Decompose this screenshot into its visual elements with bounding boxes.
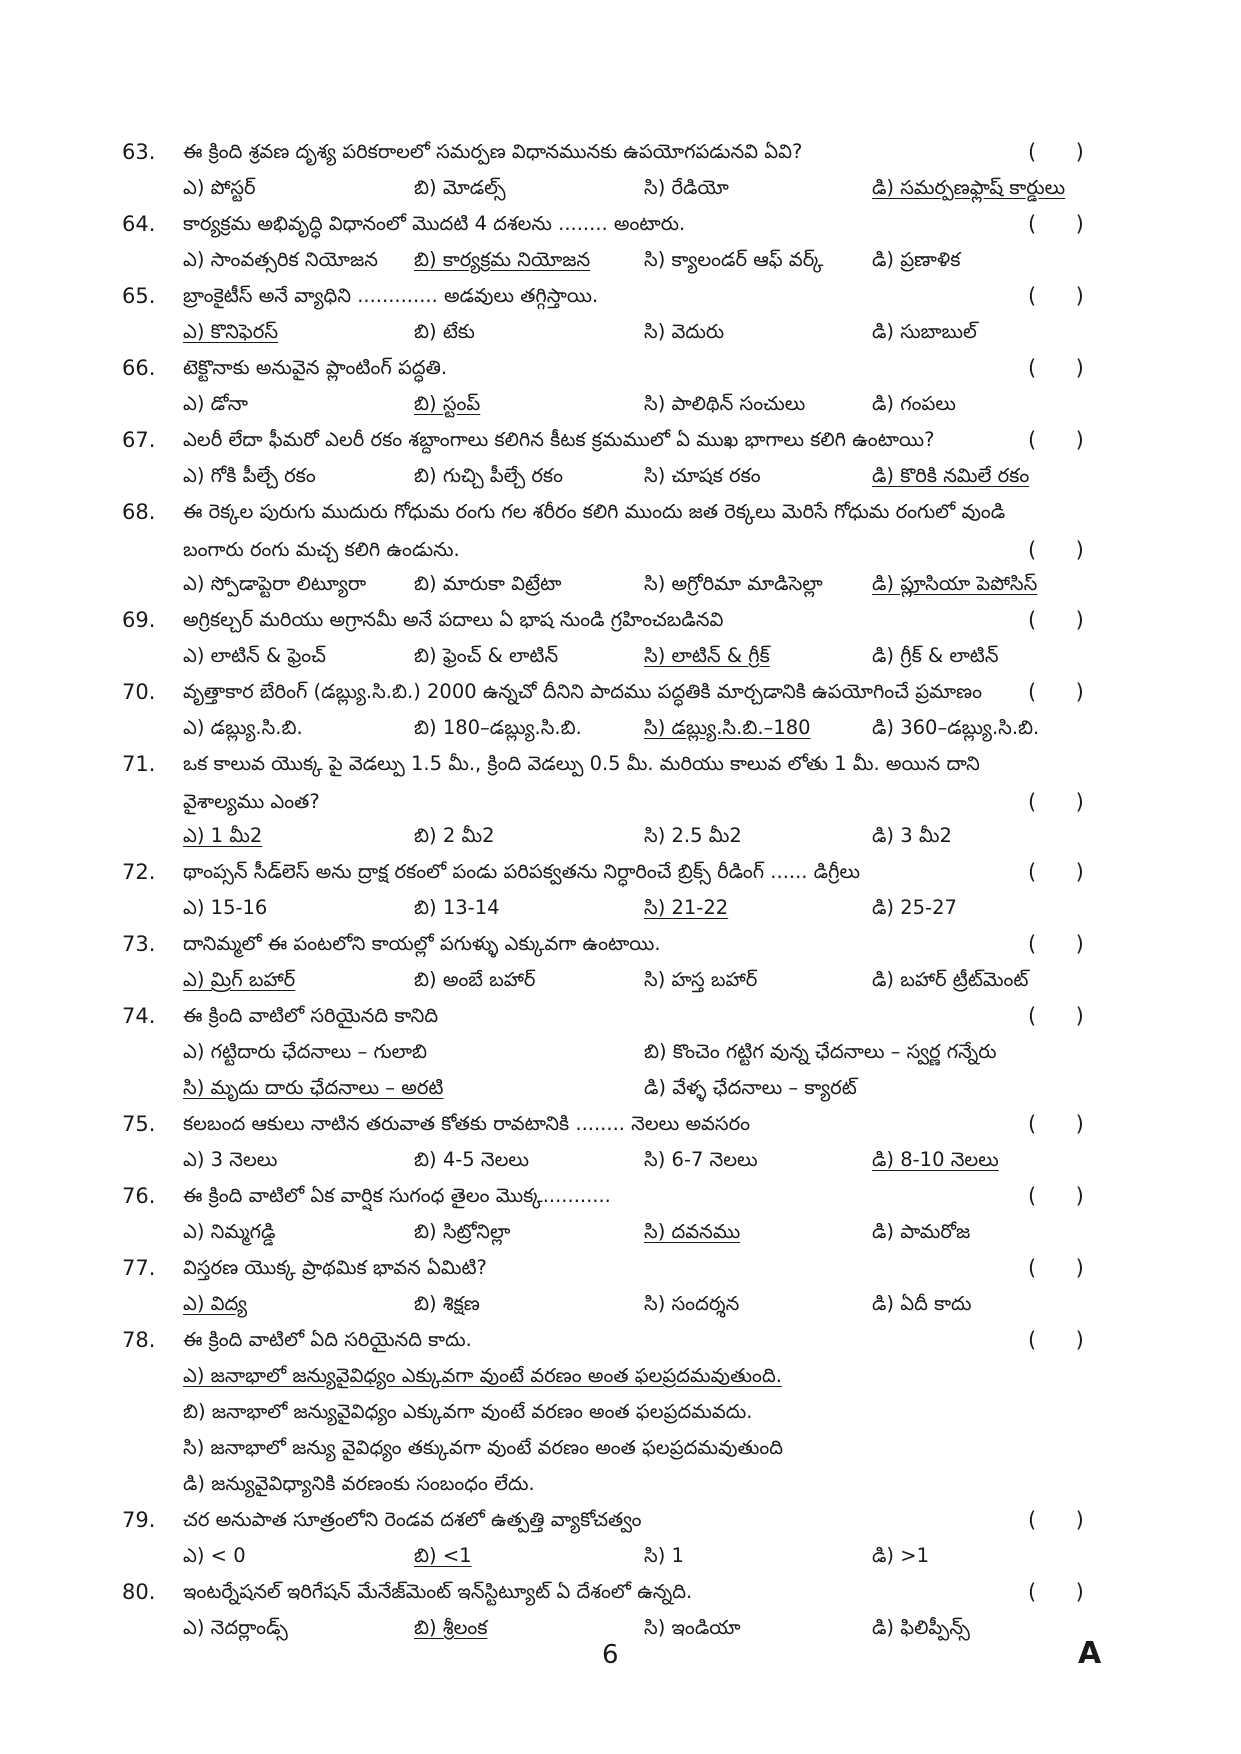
answer-bracket[interactable]: ( ): [1028, 680, 1085, 704]
question-number: 71.: [122, 752, 156, 776]
answer-option[interactable]: డి) ఏదీ కాదు: [872, 1292, 972, 1315]
answer-option[interactable]: డి) బహార్ ట్రీట్‌మెంట్: [872, 968, 1029, 991]
question-number: 65.: [122, 284, 156, 308]
answer-option-correct[interactable]: సి) మృదు దారు ఛేదనాలు – అరటి: [183, 1076, 444, 1099]
question-text-continued: వైశాల్యము ఎంత?: [183, 790, 320, 813]
answer-option[interactable]: ఎ) డోనా: [183, 392, 249, 415]
question-text: ఇంటర్నేషనల్ ఇరిగేషన్ మేనేజ్‌మెంట్ ఇన్‌స్టిట్యూట్ ఏ దేశంలో ఉన్నది.: [183, 1580, 693, 1603]
question-text: థాంప్సన్ సీడ్‌లెస్ అను ద్రాక్ష రకంలో పండు పరిపక్వతను నిర్ధారించే బ్రిక్స్ రీడింగ్ ...... డిగ్రీలు: [183, 860, 861, 883]
answer-option[interactable]: డి) 25-27: [872, 896, 957, 919]
question-number: 77.: [122, 1256, 156, 1280]
question-line: [0, 854, 1241, 890]
answer-option[interactable]: సి) జనాభాలో జన్యు వైవిధ్యం తక్కువగా వుంటే వరణం అంత ఫలప్రదమవుతుంది: [183, 1436, 784, 1459]
answer-bracket[interactable]: ( ): [1028, 428, 1085, 452]
question-text: దానిమ్మలో ఈ పంటలోని కాయల్లో పగుళ్ళు ఎక్కువగా ఉంటాయి.: [183, 932, 661, 955]
booklet-series: A: [1078, 1636, 1102, 1671]
question-number: 64.: [122, 212, 156, 236]
question-number: 79.: [122, 1508, 156, 1532]
answer-option-correct[interactable]: బి) స్టంప్: [414, 392, 481, 415]
question-text: ఈ క్రింది వాటిలో ఏక వార్షిక సుగంధ తైలం మొక్క...........: [183, 1184, 611, 1207]
answer-option[interactable]: సి) 2.5 మీ2: [644, 824, 742, 847]
answer-option-correct[interactable]: సి) 21-22: [644, 896, 729, 919]
question-number: 75.: [122, 1112, 156, 1136]
question-line: [0, 350, 1241, 386]
answer-option[interactable]: సి) అగ్రోరిమా మాడిసెల్లా: [644, 572, 823, 595]
question-line: [0, 1574, 1241, 1610]
answer-bracket[interactable]: ( ): [1028, 1112, 1085, 1136]
question-number: 73.: [122, 932, 156, 956]
question-number: 69.: [122, 608, 156, 632]
answer-bracket[interactable]: ( ): [1028, 790, 1085, 814]
question-text: విస్తరణ యొక్క ప్రాథమిక భావన ఏమిటి?: [183, 1256, 487, 1279]
answer-option[interactable]: సి) క్యాలండర్ ఆఫ్ వర్క్: [644, 248, 824, 271]
question-text: ఈ క్రింది వాటిలో సరియైనది కానిది: [183, 1004, 439, 1027]
question-number: 63.: [122, 140, 156, 164]
answer-option[interactable]: డి) 360–డబ్ల్యు.సి.బి.: [872, 716, 1040, 739]
answer-option[interactable]: డి) గ్రీక్ & లాటిన్: [872, 644, 999, 667]
question-text: టెక్టొనాకు అనువైన ప్లాంటింగ్ పద్ధతి.: [183, 356, 448, 379]
answer-option[interactable]: సి) 1: [644, 1544, 684, 1567]
answer-option-correct[interactable]: ఎ) మ్రిగ్ బహార్: [183, 968, 296, 991]
answer-option[interactable]: బి) కొంచెం గట్టిగ వున్న ఛేదనాలు – స్వర్ణ గన్నేరు: [644, 1040, 997, 1063]
answer-option[interactable]: డి) >1: [872, 1544, 929, 1567]
answer-option[interactable]: ఎ) గోకి పీల్చే రకం: [183, 464, 316, 487]
question-text: కలబంద ఆకులు నాటిన తరువాత కోతకు రావటానికి ........ నెలలు అవసరం: [183, 1112, 751, 1135]
answer-option[interactable]: బి) గుచ్చి పీల్చే రకం: [414, 464, 563, 487]
answer-option[interactable]: సి) రేడియో: [644, 176, 729, 199]
answer-option[interactable]: ఎ) లాటిన్ & ఫ్రెంచ్: [183, 644, 327, 667]
answer-option[interactable]: డి) వేళ్ళ ఛేదనాలు – క్యారట్: [644, 1076, 857, 1099]
question-line-continued: [0, 532, 1241, 568]
answer-option[interactable]: బి) 4-5 నెలలు: [414, 1148, 529, 1171]
question-number: 66.: [122, 356, 156, 380]
question-text: బ్రాంకైటీస్ అనే వ్యాధిని ............. అడవులు తగ్గిస్తాయి.: [183, 284, 599, 307]
answer-option-correct[interactable]: డి) ప్లూసియా పెపోసిస్: [872, 572, 1038, 595]
answer-bracket[interactable]: ( ): [1028, 1256, 1085, 1280]
question-line: [0, 1106, 1241, 1142]
answer-bracket[interactable]: ( ): [1028, 212, 1085, 236]
question-line: [0, 494, 1241, 530]
question-line: [0, 1178, 1241, 1214]
answer-bracket[interactable]: ( ): [1028, 1508, 1085, 1532]
answer-option-correct[interactable]: డి) సమర్పణఫ్లాష్ కార్డులు: [872, 176, 1066, 199]
answer-option[interactable]: ఎ) 15-16: [183, 896, 268, 919]
answer-option[interactable]: డి) 3 మీ2: [872, 824, 952, 847]
question-text: కార్యక్రమ అభివృద్ధి విధానంలో మొదటి 4 దశలను ........ అంటారు.: [183, 212, 686, 235]
answer-option-correct[interactable]: ఎ) కొనిఫెరస్: [183, 320, 279, 343]
answer-option[interactable]: సి) 6-7 నెలలు: [644, 1148, 758, 1171]
answer-option[interactable]: బి) 180–డబ్ల్యు.సి.బి.: [414, 716, 582, 739]
question-line: [0, 422, 1241, 458]
answer-option[interactable]: డి) పామరోజ: [872, 1220, 971, 1243]
answer-option[interactable]: ఎ) డబ్ల్యు.సి.బి.: [183, 716, 303, 739]
answer-option-correct[interactable]: బి) <1: [414, 1544, 472, 1567]
question-text: ఎలరీ లేదా ఫీమరో ఎలరీ రకం శబ్దాంగాలు కలిగిన కీటక క్రమములో ఏ ముఖ భాగాలు కలిగి ఉంటాయి?: [183, 428, 935, 451]
answer-option-correct[interactable]: ఎ) జనాభాలో జన్యువైవిధ్యం ఎక్కువగా వుంటే వరణం అంత ఫలప్రదమవుతుంది.: [183, 1364, 782, 1387]
answer-option[interactable]: బి) సిట్రోనిల్లా: [414, 1220, 511, 1243]
answer-option-correct[interactable]: సి) దవనము: [644, 1220, 741, 1243]
answer-option[interactable]: డి) సుబాబుల్: [872, 320, 977, 343]
answer-option[interactable]: సి) హస్త బహార్: [644, 968, 758, 991]
answer-option[interactable]: బి) 13-14: [414, 896, 500, 919]
answer-option[interactable]: బి) టేకు: [414, 320, 475, 343]
answer-option-correct[interactable]: బి) కార్యక్రమ నియోజన: [414, 248, 591, 271]
answer-bracket[interactable]: ( ): [1028, 538, 1085, 562]
answer-option[interactable]: ఎ) స్పోడాప్టెరా లిట్యూరా: [183, 572, 367, 595]
answer-option[interactable]: బి) అంబే బహార్: [414, 968, 536, 991]
question-number: 74.: [122, 1004, 156, 1028]
answer-bracket[interactable]: ( ): [1028, 608, 1085, 632]
answer-option[interactable]: ఎ) 3 నెలలు: [183, 1148, 278, 1171]
answer-bracket[interactable]: ( ): [1028, 1184, 1085, 1208]
answer-bracket[interactable]: ( ): [1028, 140, 1085, 164]
answer-option[interactable]: బి) ఫ్రెంచ్ & లాటిన్: [414, 644, 559, 667]
question-number: 76.: [122, 1184, 156, 1208]
question-number: 80.: [122, 1580, 156, 1604]
question-line: [0, 926, 1241, 962]
answer-option[interactable]: సి) ఇండియా: [644, 1616, 741, 1639]
page-number: 6: [602, 1640, 619, 1670]
answer-option[interactable]: డి) ప్రణాళిక: [872, 248, 961, 271]
question-line: [0, 278, 1241, 314]
answer-option[interactable]: ఎ) < 0: [183, 1544, 246, 1567]
answer-option-correct[interactable]: డి) కొరికి నమిలే రకం: [872, 464, 1030, 487]
answer-bracket[interactable]: ( ): [1028, 932, 1085, 956]
answer-bracket[interactable]: ( ): [1028, 356, 1085, 380]
answer-option-correct[interactable]: డి) 8-10 నెలలు: [872, 1148, 999, 1171]
answer-bracket[interactable]: ( ): [1028, 1328, 1085, 1352]
question-line: [0, 674, 1241, 710]
question-text: చర అనుపాత సూత్రంలోని రెండవ దశలో ఉత్పత్తి వ్యాకోచత్వం: [183, 1508, 642, 1531]
answer-option-correct[interactable]: సి) డబ్ల్యు.సి.బి.–180: [644, 716, 811, 739]
question-number: 68.: [122, 500, 156, 524]
question-number: 78.: [122, 1328, 156, 1352]
answer-option[interactable]: బి) మోడల్స్: [414, 176, 506, 199]
answer-option-correct[interactable]: బి) శ్రీలంక: [414, 1616, 488, 1639]
question-number: 72.: [122, 860, 156, 884]
question-line: [0, 1250, 1241, 1286]
question-line: [0, 1502, 1241, 1538]
question-line: [0, 206, 1241, 242]
question-line-continued: [0, 784, 1241, 820]
answer-option[interactable]: ఎ) నిమ్మగడ్డి: [183, 1220, 276, 1243]
question-text: ఈ రెక్కల పురుగు ముదురు గోధుమ రంగు గల శరీరం కలిగి ముందు జత రెక్కలు మెరిసే గోధుమ రంగులో వుండి: [183, 500, 1006, 523]
answer-option[interactable]: సి) చూషక రకం: [644, 464, 761, 487]
answer-option[interactable]: డి) జన్యువైవిధ్యానికి వరణంకు సంబంధం లేదు.: [183, 1472, 535, 1495]
answer-option[interactable]: ఎ) నెదర్లాండ్స్: [183, 1616, 288, 1639]
question-line: [0, 746, 1241, 782]
answer-option[interactable]: బి) 2 మీ2: [414, 824, 495, 847]
answer-option[interactable]: డి) ఫిలిప్పీన్స్: [872, 1616, 970, 1639]
answer-option-correct[interactable]: ఎ) 1 మీ2: [183, 824, 263, 847]
question-line: [0, 134, 1241, 170]
question-number: 67.: [122, 428, 156, 452]
answer-option[interactable]: సి) పాలిథిన్ సంచులు: [644, 392, 806, 415]
answer-option-correct[interactable]: సి) లాటిన్ & గ్రీక్: [644, 644, 770, 667]
answer-bracket[interactable]: ( ): [1028, 284, 1085, 308]
question-text: ఈ క్రింది శ్రవణ దృశ్య పరికరాలలో సమర్పణ విధానమునకు ఉపయోగపడునవి ఏవి?: [183, 140, 803, 163]
answer-option[interactable]: ఎ) సాంవత్సరిక నియోజన: [183, 248, 378, 271]
question-line: [0, 602, 1241, 638]
answer-option-correct[interactable]: ఎ) విద్య: [183, 1292, 248, 1315]
answer-option[interactable]: ఎ) గట్టిదారు ఛేదనాలు – గులాబి: [183, 1040, 428, 1063]
answer-option[interactable]: ఎ) పోస్టర్: [183, 176, 256, 199]
answer-option[interactable]: సి) వెదురు: [644, 320, 725, 343]
answer-bracket[interactable]: ( ): [1028, 860, 1085, 884]
question-line: [0, 998, 1241, 1034]
question-text: ఈ క్రింది వాటిలో ఏది సరియైనది కాదు.: [183, 1328, 472, 1351]
question-line: [0, 1322, 1241, 1358]
question-text: వృత్తాకార బేరింగ్ (డబ్ల్యు.సి.బి.) 2000 ఉన్నచో దీనిని పాదము పద్ధతికి మార్చడానికి ఉపయోగించే ప్రమాణం: [183, 680, 982, 703]
question-text: ఒక కాలువ యొక్క పై వెడల్పు 1.5 మీ., క్రింది వెడల్పు 0.5 మీ. మరియు కాలువ లోతు 1 మీ. అయిన దాని: [183, 752, 980, 775]
answer-bracket[interactable]: ( ): [1028, 1004, 1085, 1028]
question-text: అగ్రికల్చర్ మరియు అగ్రానమీ అనే పదాలు ఏ భాష నుండి గ్రహించబడినవి: [183, 608, 724, 631]
answer-option[interactable]: బి) శిక్షణ: [414, 1292, 480, 1315]
answer-option[interactable]: సి) సందర్శన: [644, 1292, 740, 1315]
answer-option[interactable]: బి) జనాభాలో జన్యువైవిధ్యం ఎక్కువగా వుంటే వరణం అంత ఫలప్రదమవదు.: [183, 1400, 753, 1423]
question-text-continued: బంగారు రంగు మచ్చ కలిగి ఉండును.: [183, 538, 460, 561]
answer-bracket[interactable]: ( ): [1028, 1580, 1085, 1604]
question-number: 70.: [122, 680, 156, 704]
answer-option[interactable]: డి) గంపలు: [872, 392, 956, 415]
answer-option[interactable]: బి) మారుకా విట్రేటా: [414, 572, 562, 595]
